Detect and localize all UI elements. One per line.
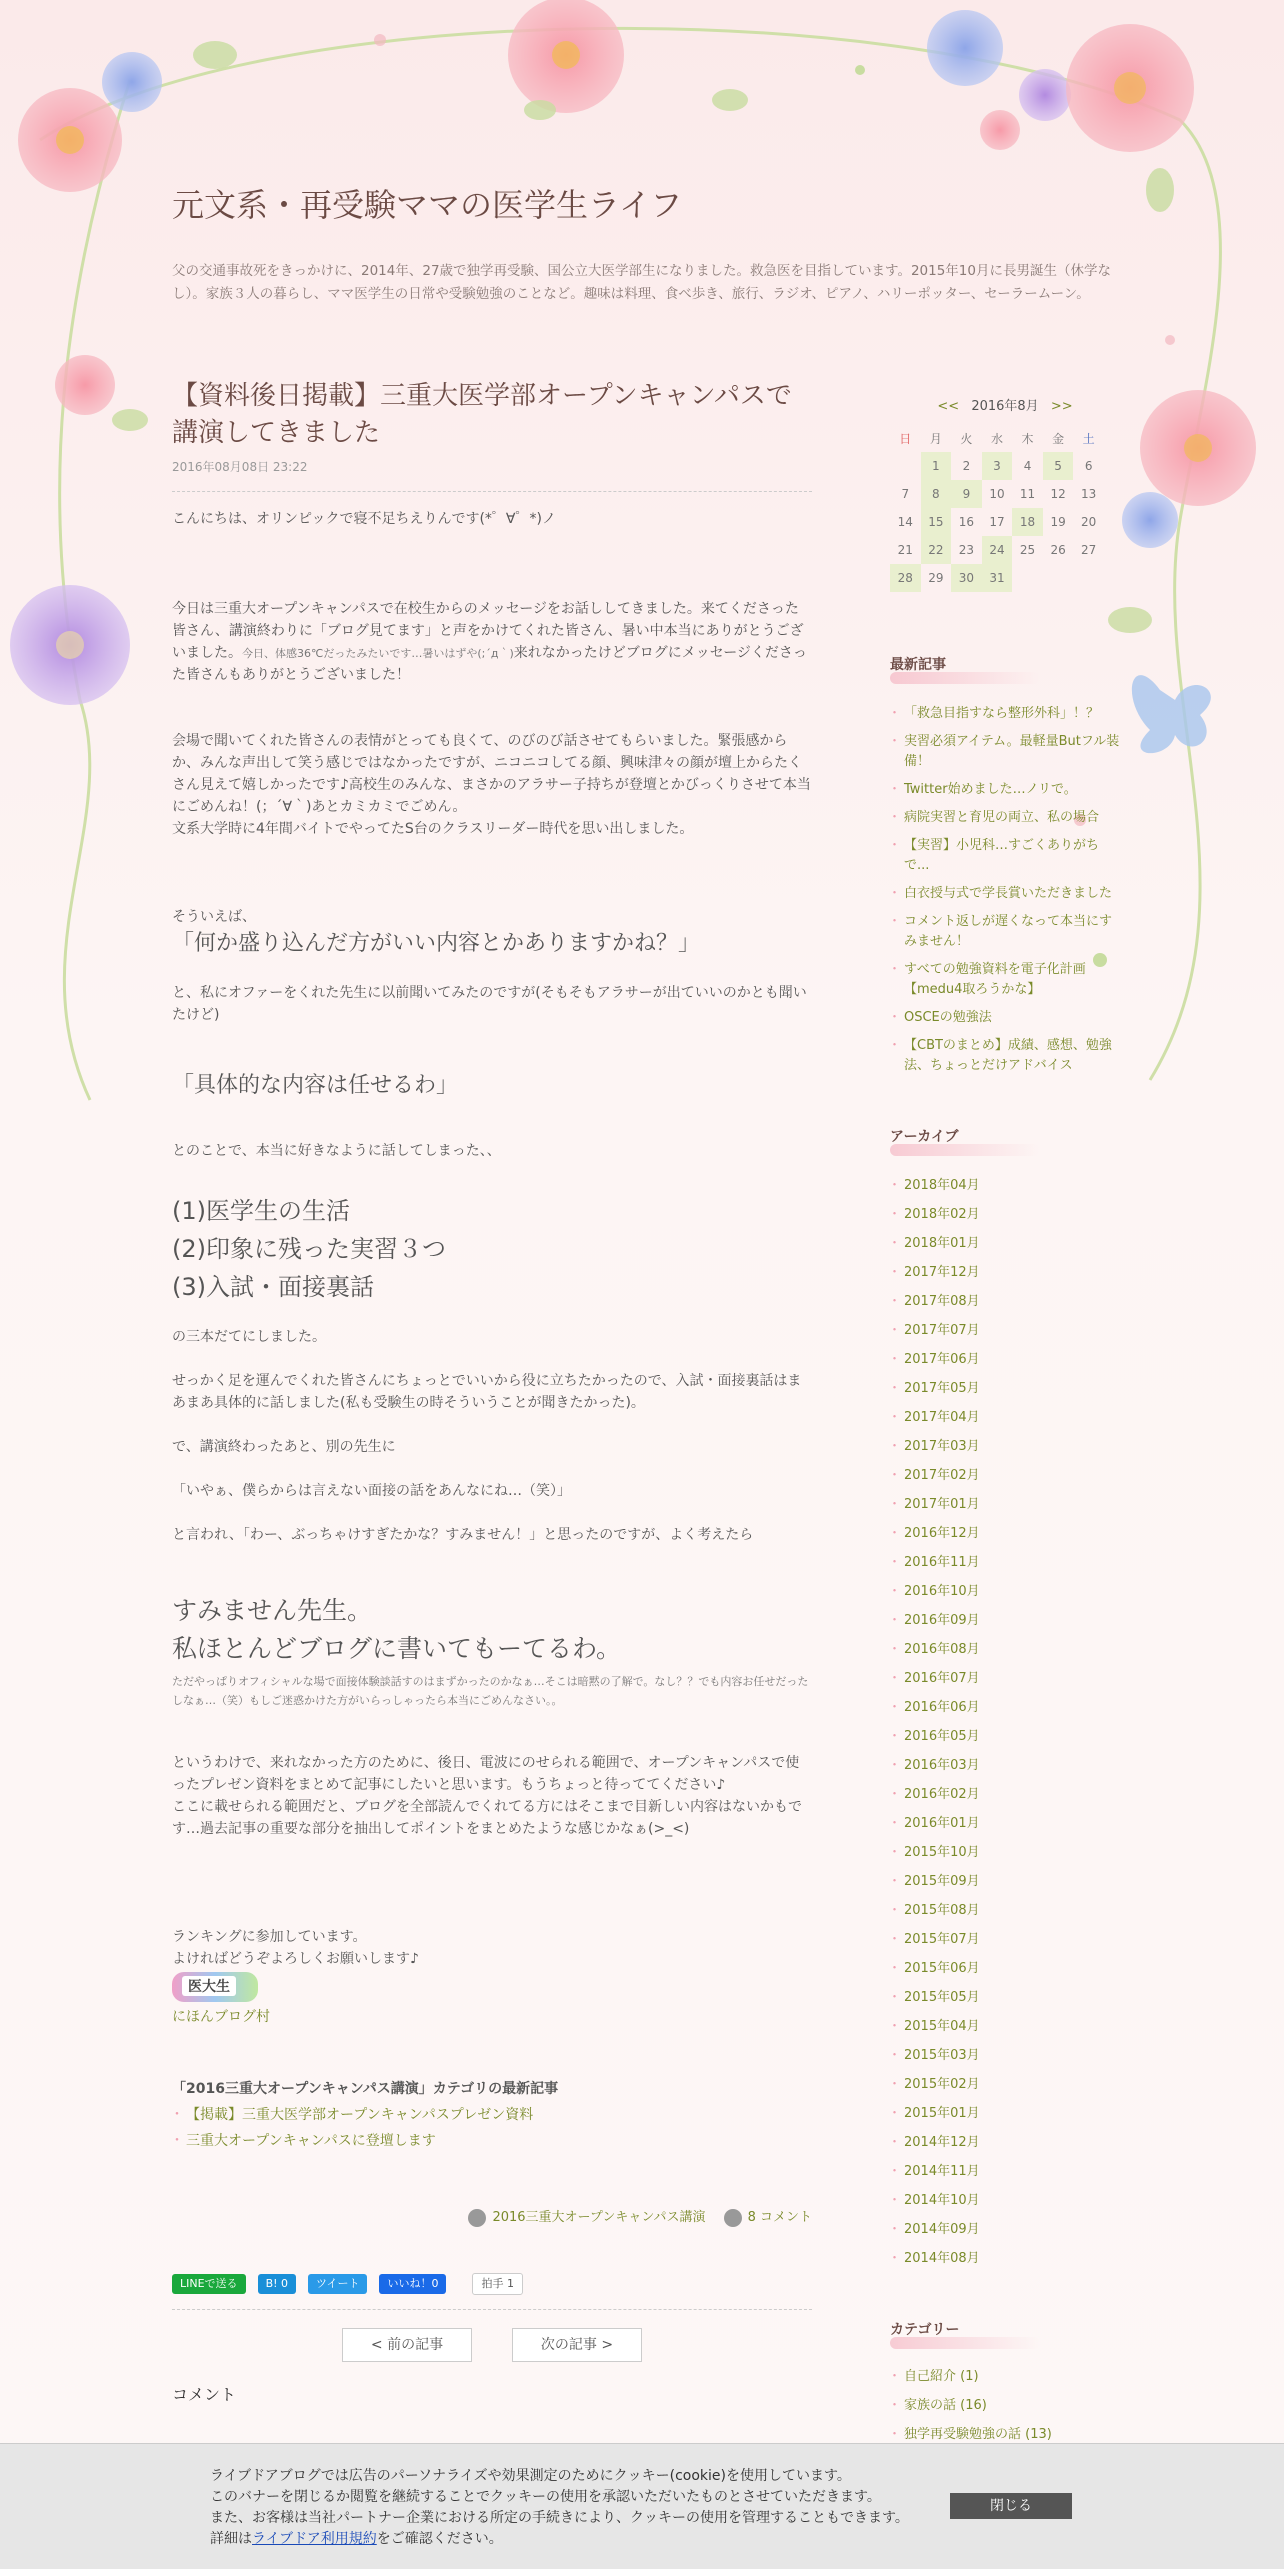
calendar-next-link[interactable]: >> <box>1050 399 1073 414</box>
cookie-banner <box>0 2443 1284 2569</box>
archive-month-link[interactable]: ・ 2015年02月 <box>890 2075 1120 2095</box>
article <box>172 378 812 2405</box>
post-paragraph: 会場で聞いてくれた皆さんの表情がとっても良くて、のびのび話させてもらいました。緊張感からか、みんな声出して笑う感じではなかったですが、ニコニコしてる顔、興味津々の顔が壇上からたくさん見えて嬉しかったです♪高校生のみんな、まさかのアラサー子持ちが登壇とかびっくりさせて本当にごめんね！(；´∀｀)あとカミカミでごめん。 <box>172 733 811 815</box>
prev-post-button[interactable]: < 前の記事 <box>342 2328 472 2362</box>
recent-post-link[interactable]: ・ 「救急目指すなら整形外科」！？ <box>890 704 1120 724</box>
archive-month-link[interactable]: ・ 2016年10月 <box>890 1582 1120 1602</box>
clap-button[interactable]: 拍手 1 <box>472 2273 523 2295</box>
blog-description: 父の交通事故死をきっかけに、2014年、27歳で独学再受験、国公立大医学部生になりました。救急医を目指しています。2015年10月に長男誕生（休学なし）。家族３人の暮らし、ママ医学生の日常や受験勉強のことなど。趣味は料理、食べ歩き、旅行、ラジオ、ピアノ、ハリーポッター、セーラームーン。 <box>172 263 1111 302</box>
archive-month-link[interactable]: ・ 2018年01月 <box>890 1234 1120 1254</box>
post-quote: 「具体的な内容は任せるわ」 <box>172 1073 459 1098</box>
archive-month-link[interactable]: ・ 2016年02月 <box>890 1785 1120 1805</box>
calendar-day: 29 <box>928 571 944 585</box>
recent-post-link[interactable]: ・ OSCEの勉強法 <box>890 1008 1120 1028</box>
comment-icon <box>724 2209 742 2227</box>
recent-posts-heading: 最新記事 <box>890 654 1120 684</box>
terms-link[interactable]: ライブドア利用規約 <box>252 2531 377 2547</box>
calendar-day: 21 <box>897 543 913 557</box>
category-latest-title: 「2016三重大オープンキャンパス講演」カテゴリの最新記事 <box>172 2081 559 2097</box>
archive-month-link[interactable]: ・ 2016年12月 <box>890 1524 1120 1544</box>
calendar-weekday: 水 <box>990 431 1003 446</box>
post-emphasis-line: すみません先生。 <box>172 1596 373 1625</box>
post-category-link[interactable]: 2016三重大オープンキャンパス講演 <box>492 2210 706 2225</box>
calendar-day[interactable]: 8 <box>921 480 952 508</box>
archive-month-link[interactable]: ・ 2015年07月 <box>890 1930 1120 1950</box>
category-link[interactable]: ・ 独学再受験勉強の話 (13) <box>890 2425 1120 2445</box>
post-paragraph <box>172 598 812 686</box>
calendar-day[interactable]: 22 <box>921 536 952 564</box>
calendar-month: 2016年8月 <box>971 399 1039 414</box>
facebook-like-button[interactable]: いいね！0 <box>379 2274 446 2294</box>
next-post-button[interactable]: 次の記事 > <box>512 2328 642 2362</box>
calendar-weekday: 日 <box>899 431 912 446</box>
calendar-empty <box>890 452 921 480</box>
post-topic-item: (1)医学生の生活 <box>172 1197 350 1225</box>
calendar-day: 10 <box>989 487 1005 501</box>
calendar-day[interactable]: 30 <box>951 564 982 592</box>
recent-posts-list <box>890 704 1120 1076</box>
post-emphasis <box>172 1592 812 1668</box>
calendar-weekday: 土 <box>1082 431 1095 446</box>
calendar-weekday: 金 <box>1052 431 1065 446</box>
calendar-day: 11 <box>1019 487 1036 501</box>
ranking-text: よければどうぞよろしくお願いします♪ <box>172 1951 419 1967</box>
calendar-day: 19 <box>1050 515 1066 529</box>
archive-heading: アーカイブ <box>890 1126 1120 1156</box>
calendar-weekday: 火 <box>960 431 973 446</box>
calendar-day[interactable]: 31 <box>982 564 1013 592</box>
post-paragraph: で、講演終わったあと、別の先生に <box>172 1439 396 1455</box>
post-topic-item: (2)印象に残った実習３つ <box>172 1235 446 1263</box>
post-date: 2016年08月08日 23:22 <box>172 458 812 492</box>
calendar-day: 13 <box>1081 487 1097 501</box>
cookie-line-prefix: 詳細は <box>210 2531 252 2547</box>
archive-month-link[interactable]: ・ 2017年04月 <box>890 1408 1120 1428</box>
post-paragraph: ここに載せられる範囲だと、ブログを全部読んでくれてる方にはそこまで目新しい内容はないかもです…過去記事の重要な部分を抽出してポイントをまとめたような感じかなぁ(>_<) <box>172 1799 802 1837</box>
archive-month-link[interactable]: ・ 2016年09月 <box>890 1611 1120 1631</box>
archive-month-link[interactable]: ・ 2015年09月 <box>890 1872 1120 1892</box>
post-paragraph: こんにちは、オリンピックで寝不足ちえりんです(*゜∀゜*)ノ <box>172 511 556 527</box>
archive-month-link[interactable]: ・ 2016年05月 <box>890 1727 1120 1747</box>
blog-title[interactable]: 元文系・再受験ママの医学生ライフ <box>172 186 683 224</box>
post-paragraph: と言われ、「わー、ぶっちゃけすぎたかな？すみません！」と思ったのですが、よく考えたら <box>172 1527 754 1543</box>
archive-month-link[interactable]: ・ 2018年04月 <box>890 1176 1120 1196</box>
archive-month-link[interactable]: ・ 2017年01月 <box>890 1495 1120 1515</box>
post-aside: 今日、体感36℃だったみたいです…暑いはずや(;´д｀) <box>242 647 514 660</box>
calendar-day: 6 <box>1084 459 1093 473</box>
calendar-day: 26 <box>1050 543 1066 557</box>
cookie-line: このバナーを閉じるか閲覧を継続することでクッキーの使用を承認いただいたものとさせていただきます。 <box>210 2489 881 2505</box>
archive-month-link[interactable]: ・ 2015年04月 <box>890 2017 1120 2037</box>
nihon-blogmura-link[interactable]: にほんブログ村 <box>172 2009 270 2025</box>
calendar-day: 14 <box>897 515 913 529</box>
calendar-day: 25 <box>1019 543 1036 557</box>
post-paragraph: 文系大学時に4年間バイトでやってたS台のクラスリーダー時代を思い出しました。 <box>172 821 694 837</box>
category-latest-item[interactable]: ・ 【掲載】三重大医学部オープンキャンパスプレゼン資料 <box>172 2102 812 2128</box>
calendar-weekday: 木 <box>1021 431 1034 446</box>
post-emphasis-line: 私ほとんどブログに書いてもーてるわ。 <box>172 1634 622 1663</box>
cookie-line-suffix: をご確認ください。 <box>376 2531 503 2547</box>
archive-month-link[interactable]: ・ 2017年07月 <box>890 1321 1120 1341</box>
recent-post-link[interactable]: ・ 【CBTのまとめ】成績、感想、勉強法、ちょっとだけアドバイス <box>890 1036 1120 1076</box>
cookie-text <box>210 2466 909 2550</box>
archive-month-link[interactable]: ・ 2017年02月 <box>890 1466 1120 1486</box>
calendar-day[interactable]: 3 <box>982 452 1013 480</box>
post-comments-link[interactable]: 8 コメント <box>747 2210 812 2225</box>
recent-post-link[interactable]: ・ 実習必須アイテム。最軽量Butフル装備！ <box>890 732 1120 772</box>
archive-month-link[interactable]: ・ 2017年06月 <box>890 1350 1120 1370</box>
calendar-day: 4 <box>1023 459 1032 473</box>
cookie-line: ライブドアブログでは広告のパーソナライズや効果測定のためにクッキー(cookie)を使用しています。 <box>210 2468 851 2484</box>
recent-post-link[interactable]: ・ すべての勉強資料を電子化計画【medu4取ろうかな】 <box>890 960 1120 1000</box>
post-paragraph-main: 今日は三重大オープンキャンパスで在校生からのメッセージをお話ししてきました。来てくださった皆さん、講演終わりに「ブログ見てます」と声をかけてくれた皆さん、暑い中本当にありがとうございました。 <box>172 601 804 661</box>
sidebar <box>890 395 1120 2502</box>
ranking-banner[interactable] <box>172 1972 258 2002</box>
post-paragraph: せっかく足を運んでくれた皆さんにちょっとでいいから役に立ちたかったので、入試・面接裏話はまあまあ具体的に話しました(私も受験生の時そういうことが聞きたかった)。 <box>172 1373 802 1411</box>
tweet-button[interactable]: ツイート <box>308 2274 367 2294</box>
cookie-line: また、お客様は当社パートナー企業における所定の手続きにより、クッキーの使用を管理することもできます。 <box>210 2510 909 2526</box>
post-paragraph: 「いやぁ、僕らからは言えない面接の話をあんなにね…（笑）」 <box>172 1483 571 1499</box>
calendar-day[interactable]: 9 <box>951 480 982 508</box>
calendar-empty <box>1012 564 1043 592</box>
post-title[interactable]: 【資料後日掲載】三重大医学部オープンキャンパスで講演してきました <box>172 381 792 448</box>
calendar-day[interactable]: 18 <box>1012 508 1043 536</box>
archive-month-link[interactable]: ・ 2014年12月 <box>890 2133 1120 2153</box>
post-paragraph: の三本だてにしました。 <box>172 1329 326 1345</box>
calendar-weekday: 月 <box>929 431 942 446</box>
recent-post-link[interactable]: ・ コメント返しが遅くなって本当にすみません！ <box>890 912 1120 952</box>
archive-month-link[interactable]: ・ 2014年10月 <box>890 2191 1120 2211</box>
post-meta <box>172 2206 812 2227</box>
category-link[interactable]: ・ 自己紹介 (1) <box>890 2367 1120 2387</box>
calendar-day[interactable]: 1 <box>921 452 952 480</box>
calendar <box>890 424 1104 592</box>
calendar-day: 16 <box>958 515 975 529</box>
post-paragraph: というわけで、来れなかった方のために、後日、電波にのせられる範囲で、オープンキャンパスで使ったプレゼン資料をまとめて記事にしたいと思います。もうちょっと待っててください♪ <box>172 1755 800 1793</box>
archive-month-link[interactable]: ・ 2015年06月 <box>890 1959 1120 1979</box>
recent-post-link[interactable]: ・ 【実習】小児科…すごくありがちで... <box>890 836 1120 876</box>
blog-header <box>172 180 1122 306</box>
archive-month-link[interactable]: ・ 2018年02月 <box>890 1205 1120 1225</box>
archive-month-link[interactable]: ・ 2016年08月 <box>890 1640 1120 1660</box>
category-link[interactable]: ・ 家族の話 (16) <box>890 2396 1120 2416</box>
calendar-day: 17 <box>989 515 1005 529</box>
calendar-day: 12 <box>1050 487 1066 501</box>
post-paragraph-main: 来れなかったけどブログにメッセージくださった皆さんもありがとうございました！ <box>172 645 807 683</box>
recent-post-link[interactable]: ・ 病院実習と育児の両立、私の場合 <box>890 808 1120 828</box>
archive-month-link[interactable]: ・ 2017年12月 <box>890 1263 1120 1283</box>
post-paragraph: と、私にオファーをくれた先生に以前聞いてみたのですが(そもそもアラサーが出ていいのかとも聞いたけど) <box>172 985 807 1023</box>
calendar-day: 2 <box>962 459 971 473</box>
category-latest <box>172 2078 812 2154</box>
archive-month-link[interactable]: ・ 2017年03月 <box>890 1437 1120 1457</box>
calendar-day[interactable]: 5 <box>1043 452 1074 480</box>
comments-heading: コメント <box>172 2384 237 2404</box>
line-share-button[interactable]: LINEで送る <box>172 2274 246 2294</box>
archive-month-link[interactable]: ・ 2016年11月 <box>890 1553 1120 1573</box>
calendar-nav <box>890 395 1120 414</box>
archive-month-link[interactable]: ・ 2017年08月 <box>890 1292 1120 1312</box>
calendar-day: 27 <box>1081 543 1097 557</box>
post-small-note: ただやっぱりオフィシャルな場で面接体験談話すのはまずかったのかなぁ…そこは暗黙の了解で。なし？？でも内容お任せだったしなぁ…（笑）もしご迷惑かけた方がいらっしゃったら本当にごめんなさい。。 <box>172 1675 809 1707</box>
social-buttons <box>172 2273 812 2295</box>
calendar-day: 7 <box>901 487 910 501</box>
archive-month-link[interactable]: ・ 2014年11月 <box>890 2162 1120 2182</box>
calendar-empty <box>1043 564 1074 592</box>
post-paragraph: とのことで、本当に好きなように話してしまった、、 <box>172 1143 501 1159</box>
hatena-bookmark-button[interactable]: B! 0 <box>258 2274 296 2294</box>
category-icon <box>468 2209 486 2227</box>
post-paragraph: そういえば、 <box>172 909 256 925</box>
archive-month-link[interactable]: ・ 2015年05月 <box>890 1988 1120 2008</box>
post-quote: 「何か盛り込んだ方がいい内容とかありますかね？」 <box>172 931 701 956</box>
archive-month-link[interactable]: ・ 2015年10月 <box>890 1843 1120 1863</box>
ranking-text: ランキングに参加しています。 <box>172 1929 367 1945</box>
category-heading: カテゴリー <box>890 2319 1120 2349</box>
calendar-empty <box>1073 564 1104 592</box>
cookie-line <box>210 2529 909 2550</box>
archive-month-link[interactable]: ・ 2015年08月 <box>890 1901 1120 1921</box>
archive-month-link[interactable]: ・ 2015年01月 <box>890 2104 1120 2124</box>
calendar-day[interactable]: 28 <box>890 564 921 592</box>
archive-month-link[interactable]: ・ 2016年01月 <box>890 1814 1120 1834</box>
post-nav <box>172 2309 812 2362</box>
archive-month-link[interactable]: ・ 2016年06月 <box>890 1698 1120 1718</box>
recent-post-link[interactable]: ・ Twitter始めました…ノリで。 <box>890 780 1120 800</box>
calendar-day[interactable]: 15 <box>921 508 952 536</box>
recent-post-link[interactable]: ・ 白衣授与式で学長賞いただきました <box>890 884 1120 904</box>
archive-month-link[interactable]: ・ 2016年03月 <box>890 1756 1120 1776</box>
archive-month-link[interactable]: ・ 2016年07月 <box>890 1669 1120 1689</box>
archive-month-link[interactable]: ・ 2014年08月 <box>890 2249 1120 2269</box>
archive-month-link[interactable]: ・ 2014年09月 <box>890 2220 1120 2240</box>
cookie-close-button[interactable]: 閉じる <box>950 2493 1072 2519</box>
calendar-prev-link[interactable]: << <box>937 399 960 414</box>
archive-month-link[interactable]: ・ 2015年03月 <box>890 2046 1120 2066</box>
calendar-day: 23 <box>958 543 975 557</box>
calendar-day: 20 <box>1081 515 1097 529</box>
ranking-banner-label: 医大生 <box>182 1976 236 1996</box>
category-latest-item[interactable]: ・ 三重大オープンキャンパスに登壇します <box>172 2128 812 2154</box>
post-topic-item: (3)入試・面接裏話 <box>172 1273 374 1301</box>
post-topic-list <box>172 1192 812 1306</box>
calendar-day[interactable]: 24 <box>982 536 1013 564</box>
archive-month-link[interactable]: ・ 2017年05月 <box>890 1379 1120 1399</box>
archive-list <box>890 1176 1120 2269</box>
